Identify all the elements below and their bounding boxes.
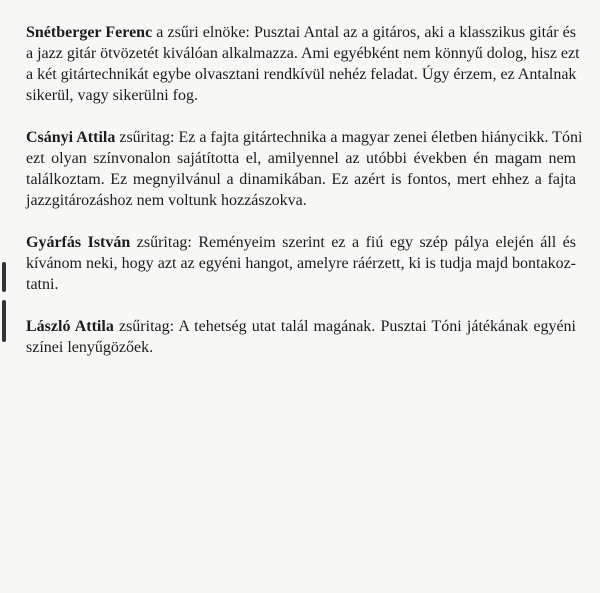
jury-statement-paragraph [26,22,580,106]
text-line [26,316,576,337]
statement-text: zsűritag: Ez a fajta gitártechnika a magyar zenei életben hiánycikk. Tóni [115,129,583,146]
statement-text: kívánom neki, hogy azt az egyéni hangot, amelyre ráérzett, ki is tudja majd bontakoz- [26,255,576,272]
statement-text: színei lenyűgözőek. [26,339,154,356]
jury-statement-paragraph [26,232,576,295]
statement-text: találkoztam. Ez megnyilvánul a dinamikában. Ez azért is fontos, mert ehhez a fajta [26,171,576,188]
text-line [26,169,576,190]
text-line [26,22,576,43]
text-line [26,232,576,253]
statement-text: jazzgitározáshoz nem voltunk hozzászokva. [26,192,307,209]
statement-text: tatni. [26,276,59,293]
page-binding-mark [2,262,6,292]
jury-statement-paragraph [26,127,583,211]
text-line [26,127,583,148]
text-line [26,85,576,106]
statement-text: sikerül, vagy sikerülni fog. [26,87,198,104]
speaker-name: László Attila [26,318,114,335]
text-line [26,274,576,295]
speaker-name: Snétberger Ferenc [26,24,153,41]
text-line [26,253,576,274]
text-line [26,337,576,358]
speaker-name: Csányi Attila [26,129,116,146]
statement-text: a zsűri elnöke: Pusztai Antal az a gitáros, aki a klasszikus gitár és [152,24,576,41]
speaker-name: Gyárfás István [26,234,131,251]
statement-text: zsűritag: A tehetség utat talál magának. Pusztai Tóni játékának egyéni [113,318,576,335]
text-line [26,190,576,211]
statement-text: zsűritag: Reményeim szerint ez a fiú egy szép pálya elején áll és [130,234,577,251]
statement-text: a két gitártechnikát egybe olvasztani rendkívül nehéz feladat. Úgy érzem, ez Antalnak [26,66,577,83]
text-line [26,43,580,64]
document-page [26,22,583,379]
statement-text: a jazz gitár ötvözetét kiválóan alkalmazza. Ami egyébként nem könnyű dolog, hisz ezt [26,45,580,62]
statement-text: ezt olyan színvonalon sajátította el, amilyennel az utóbbi években én magam nem [26,150,576,167]
text-line [26,64,576,85]
jury-statement-paragraph [26,316,576,358]
text-line [26,148,576,169]
page-binding-mark [2,300,6,342]
